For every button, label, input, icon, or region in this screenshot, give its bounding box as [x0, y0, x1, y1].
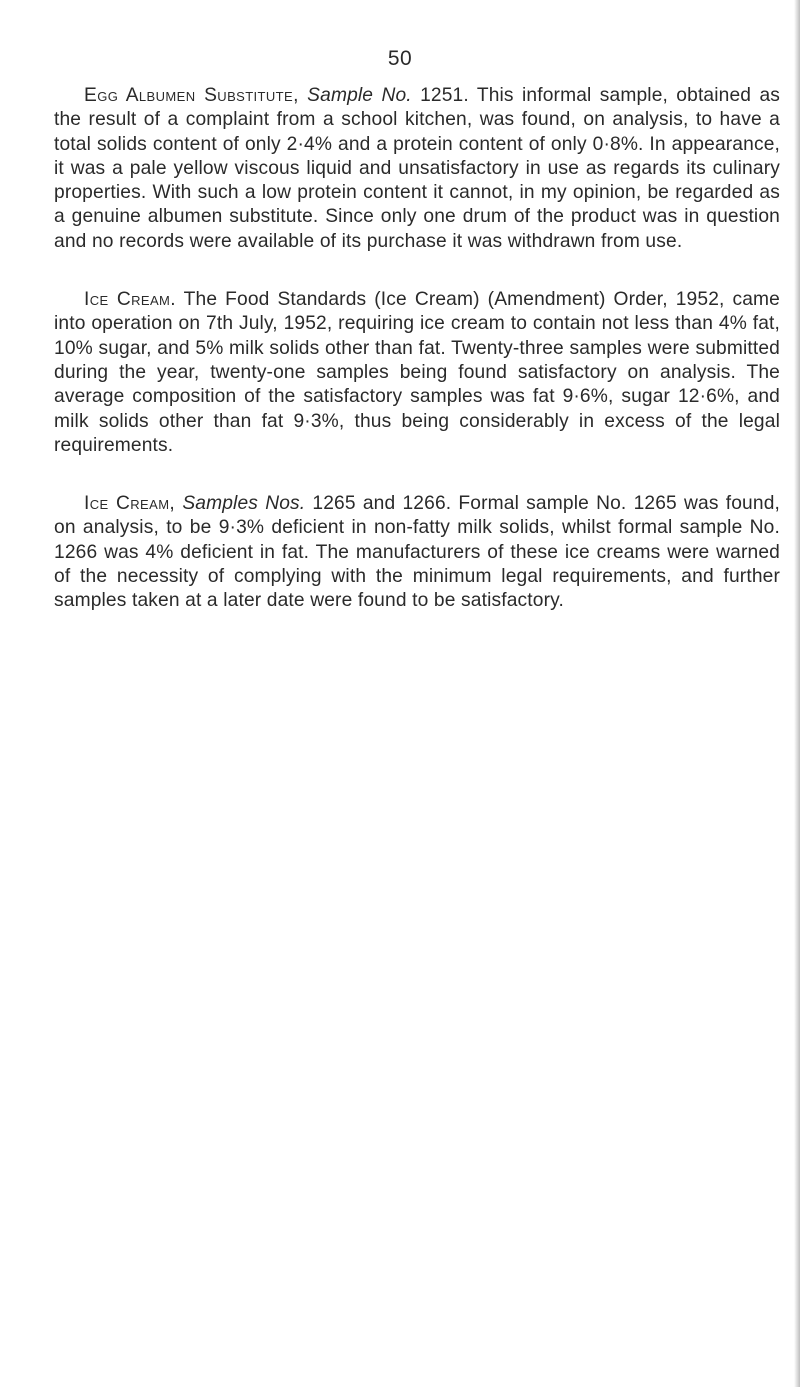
document-body: [54, 84, 780, 648]
paragraph-heading: Egg Albumen Substitute,: [84, 85, 299, 106]
paragraph-egg-albumen: [54, 84, 780, 254]
paragraph-ice-cream-order: [54, 288, 780, 458]
page-edge-shadow: [794, 0, 800, 1387]
page-number: 50: [387, 47, 413, 70]
paragraph-text: The Food Standards (Ice Cream) (Amendment) Order, 1952, came into operation on 7th July, 1952, requiring ice cream to contain not less than 4% fat, 10% sugar, and 5% milk solids other than fat. Twenty-three samples were submitted during the year, twenty-one samples being found satisfactory on analysis. The average composition of the satisfactory samples was fat 9·6%, sugar 12·6%, and milk solids other than fat 9·3%, thus being considerably in excess of the legal requirements.: [54, 289, 781, 456]
sample-reference: Samples Nos.: [182, 493, 306, 515]
paragraph-ice-cream-samples: [54, 492, 780, 613]
paragraph-text: 1251. This informal sample, obtained as the result of a complaint from a school kitchen, was found, on analysis, to have a total solids content of only 2·4% and a protein content of only 0·8%. In appearance, it was a pale yellow viscous liquid and unsatisfactory in use as regards its culinary properties. With such a low protein content it cannot, in my opinion, be regarded as a genuine albumen substitute. Since only one drum of the product was in question and no records were available of its purchase it was withdrawn from use.: [54, 85, 781, 252]
paragraph-text: 1265 and 1266. Formal sample No. 1265 was found, on analysis, to be 9·3% deficient in non-fatty milk solids, whilst formal sample No. 1266 was 4% deficient in fat. The manufacturers of these ice creams were warned of the necessity of complying with the minimum legal requirements, and further samples taken at a later date were found to be satisfactory.: [54, 493, 780, 612]
paragraph-heading: Ice Cream.: [84, 289, 176, 311]
sample-reference: Sample No.: [307, 85, 412, 106]
paragraph-heading: Ice Cream,: [84, 493, 176, 515]
